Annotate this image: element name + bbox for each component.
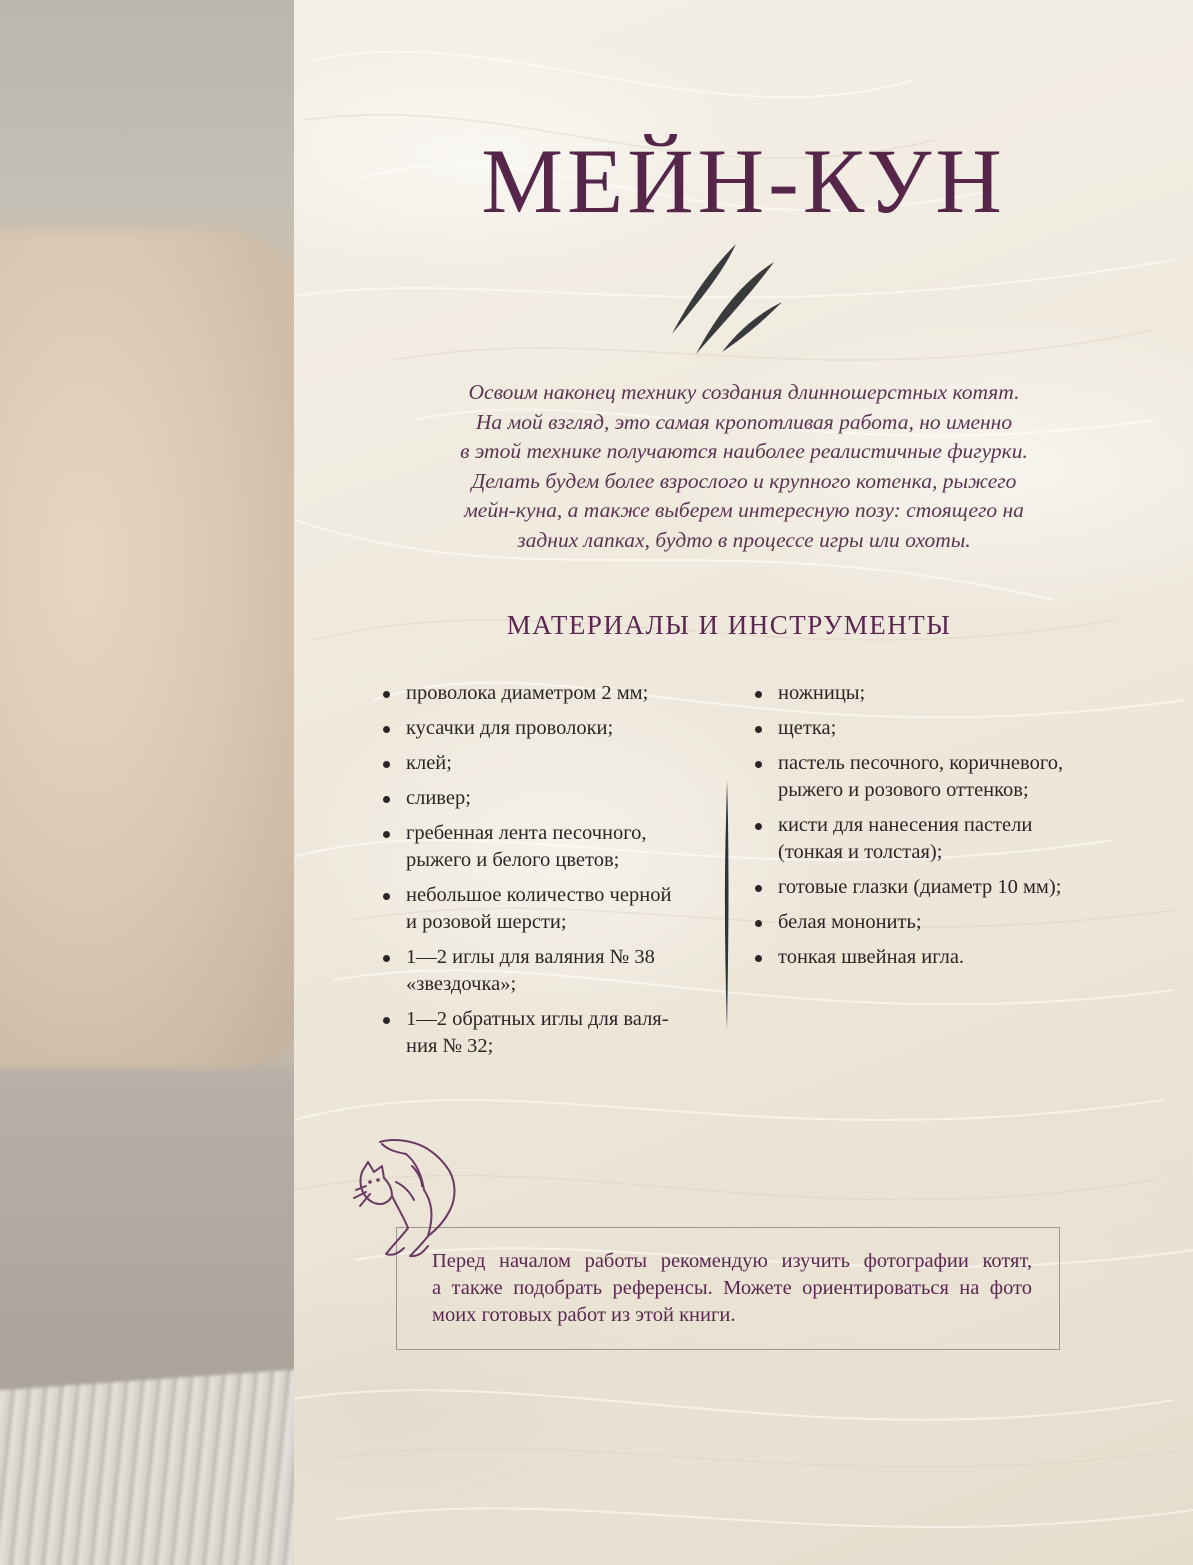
intro-line: На мой взгляд, это самая кропотливая работа, но именно [475,409,1013,434]
bullet-icon [383,796,390,803]
intro-line: задних лапках, будто в процессе игры или охоты. [517,527,971,552]
intro-line: мейн-куна, а также выберем интересную позу: стоящего на [464,498,1024,522]
list-item [383,1006,693,1060]
list-item-text: пастель песочного, коричневого, [778,752,1064,774]
bullet-icon [755,691,762,698]
list-item-text: проволока диаметром 2 мм; [406,682,649,704]
list-item-text: щетка; [778,717,837,739]
bullet-icon [383,893,390,900]
bullet-icon [383,761,390,768]
bullet-icon [755,761,762,768]
list-item-text: белая мононить; [778,911,922,933]
background-photo [0,0,294,1565]
list-item [755,909,1075,936]
list-item [383,820,693,874]
photo-seat [0,1070,294,1400]
materials-list-left [383,680,693,1068]
list-item [383,882,693,936]
list-item-text: ножницы; [778,682,866,704]
photo-knit-blanket [0,1368,294,1565]
list-item-text: клей; [406,752,452,774]
list-item-text: небольшое количество черной [406,884,672,906]
claw-marks-icon [666,240,786,360]
list-item-text: кисти для нанесения пастели [778,814,1033,836]
list-item-text: 1—2 иглы для валяния № 38 [406,946,655,968]
list-item-text: (тонкая и толстая); [778,841,943,863]
list-item [755,944,1075,971]
list-item-text: рыжего и розового оттенков; [778,779,1029,801]
list-item [383,785,693,812]
bullet-icon [383,955,390,962]
bullet-icon [383,691,390,698]
intro-line: Освоим наконец технику создания длинношерстных котят. [468,380,1020,404]
list-item-text: сливер; [406,787,471,809]
list-item [755,680,1075,707]
list-item-text: рыжего и белого цветов; [406,849,620,871]
intro-line: Делать будем более взрослого и крупного котенка, рыжего [471,468,1017,493]
intro-paragraph [404,378,1084,555]
list-item-text: и розовой шерсти; [406,911,567,933]
list-item-text: «звездочка»; [406,973,517,995]
list-item [755,715,1075,742]
bullet-icon [383,831,390,838]
list-item-text: готовые глазки (диаметр 10 мм); [778,876,1062,898]
bullet-icon [755,726,762,733]
fur-page [294,0,1193,1565]
cat-sketch-icon [352,1136,462,1261]
bullet-icon [755,955,762,962]
list-item [755,874,1075,901]
bullet-icon [755,920,762,927]
list-item [755,750,1075,804]
list-item [383,715,693,742]
list-item-text: 1—2 обратных иглы для валя- [406,1008,669,1030]
page-title: МЕЙН-КУН [481,130,1006,232]
materials-heading: МАТЕРИАЛЫ И ИНСТРУМЕНТЫ [506,610,952,640]
bullet-icon [383,1017,390,1024]
note-text [432,1248,1032,1329]
claw-stroke-divider-icon [722,780,732,1030]
bullet-icon [755,885,762,892]
list-item-text: гребенная лента песочного, [406,822,647,844]
list-item [383,750,693,777]
list-item [383,944,693,998]
list-item-text: тонкая швейная игла. [778,946,965,968]
intro-line: в этой технике получаются наиболее реалистичные фигурки. [460,439,1028,463]
note-line: Перед началом работы рекомендую изучить фотографии котят, [432,1250,1032,1272]
list-item-text: кусачки для проволоки; [406,717,614,739]
list-item-text: ния № 32; [406,1035,494,1057]
note-line: а также подобрать референсы. Можете ориентироваться на фото [432,1277,1032,1299]
bullet-icon [383,726,390,733]
note-line: моих готовых работ из этой книги. [432,1304,736,1326]
bullet-icon [755,823,762,830]
materials-list-right [755,680,1075,979]
list-item [755,812,1075,866]
photo-pillow [0,230,294,1070]
list-item [383,680,693,707]
